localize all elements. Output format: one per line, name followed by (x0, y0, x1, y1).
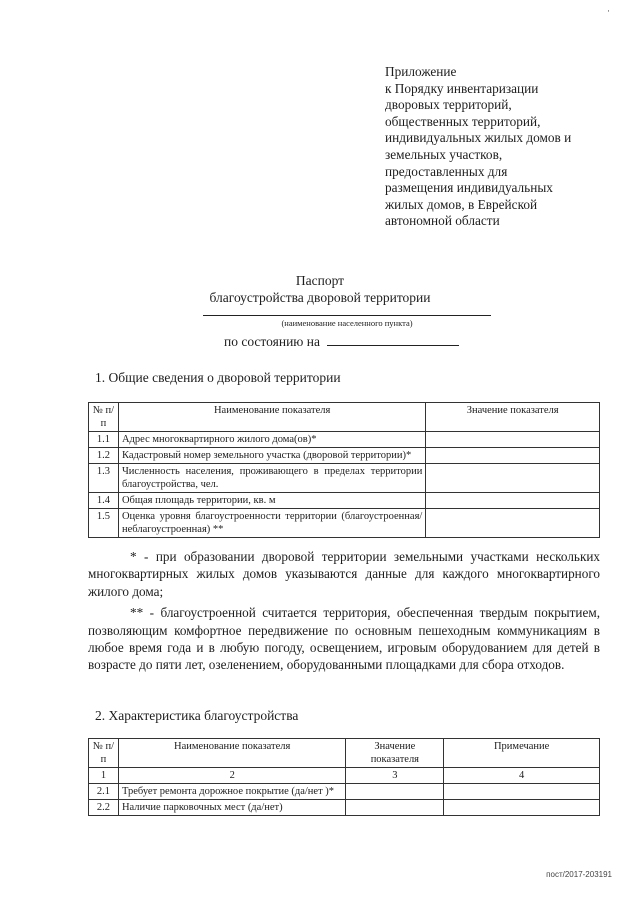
footnote-1: * - при образовании дворовой территории земельными участками нескольких многоквартирных жилых домов указываются данные для каждого многоквартирного жилого дома; (88, 549, 600, 599)
header-cell: Примечание (444, 739, 600, 768)
table-row (89, 448, 600, 464)
table-header-row (89, 739, 600, 768)
document-code: пост/2017-203191 (546, 870, 612, 879)
title-line-1: Паспорт (295, 273, 345, 288)
table-row (89, 509, 600, 538)
row-value (346, 784, 444, 800)
header-cell: Значение показателя (426, 403, 600, 432)
table-header-row (89, 403, 600, 432)
row-value (426, 509, 600, 538)
as-of-blank (327, 333, 459, 346)
as-of-label: по состоянию на (224, 334, 320, 349)
section-1-title: 1. Общие сведения о дворовой территории (95, 370, 341, 385)
row-number: 1.1 (89, 432, 119, 448)
row-number: 1.5 (89, 509, 119, 538)
row-number: 2.2 (89, 800, 119, 816)
row-label: Численность населения, проживающего в пределах территории благоустройства, чел. (118, 464, 425, 493)
improvement-table (88, 738, 600, 816)
row-value (426, 432, 600, 448)
settlement-blank-line (203, 315, 491, 316)
general-info-table (88, 402, 600, 538)
row-number: 1.2 (89, 448, 119, 464)
header-cell: Наименование показателя (118, 739, 345, 768)
header-cell: № п/п (89, 739, 119, 768)
appendix-line: к Порядку инвентаризации (385, 80, 539, 96)
appendix-line: Приложение (385, 64, 457, 79)
row-label: Требует ремонта дорожное покрытие (да/нет )* (118, 784, 345, 800)
table-row (89, 784, 600, 800)
row-value (426, 493, 600, 509)
appendix-line: размещения индивидуальных (385, 180, 553, 196)
row-value (426, 448, 600, 464)
appendix-line: дворовых территорий, (385, 97, 512, 113)
row-note (444, 784, 600, 800)
scan-mark: · (607, 6, 610, 16)
row-note (444, 800, 600, 816)
row-number: 2.1 (89, 784, 119, 800)
appendix-line: земельных участков, (385, 146, 503, 162)
settlement-caption: (наименование населенного пункта) (281, 318, 413, 328)
column-number: 1 (89, 768, 119, 784)
as-of-date (224, 333, 459, 350)
row-value (426, 464, 600, 493)
column-number: 4 (444, 768, 600, 784)
row-value (346, 800, 444, 816)
row-label: Общая площадь территории, кв. м (118, 493, 425, 509)
table-row (89, 800, 600, 816)
footnotes (88, 548, 600, 674)
row-label: Оценка уровня благоустроенности территории (благоустроенная/ неблагоустроенная) ** (118, 509, 425, 538)
row-label: Кадастровый номер земельного участка (дворовой территории)* (118, 448, 425, 464)
appendix-header (385, 64, 621, 230)
header-cell: Наименование показателя (118, 403, 425, 432)
row-number: 1.4 (89, 493, 119, 509)
row-label: Наличие парковочных мест (да/нет) (118, 800, 345, 816)
table-row (89, 432, 600, 448)
row-label: Адрес многоквартирного жилого дома(ов)* (118, 432, 425, 448)
column-number-row (89, 768, 600, 784)
appendix-line: общественных территорий, (385, 113, 541, 129)
header-cell: № п/п (89, 403, 119, 432)
appendix-line: автономной области (385, 213, 500, 229)
footnote-2: ** - благоустроенной считается территория, обеспеченная твердым покрытием, позволяющим комфортное передвижение по основным пешеходным коммуникациям в любое время года и в любую погоду, освещением, игровым оборудованием для детей в возрасте до пяти лет, озеленением, оборудованными площадками для сбора отходов. (88, 605, 600, 673)
section-2-title: 2. Характеристика благоустройства (95, 708, 299, 723)
row-number: 1.3 (89, 464, 119, 493)
document-title (0, 272, 640, 306)
appendix-line: индивидуальных жилых домов и (385, 130, 572, 146)
column-number: 3 (346, 768, 444, 784)
table-row (89, 464, 600, 493)
appendix-line: предоставленных для (385, 163, 508, 179)
header-cell: Значение показателя (346, 739, 444, 768)
column-number: 2 (118, 768, 345, 784)
title-line-2: благоустройства дворовой территории (209, 290, 431, 305)
appendix-line: жилых домов, в Еврейской (385, 196, 538, 212)
table-row (89, 493, 600, 509)
